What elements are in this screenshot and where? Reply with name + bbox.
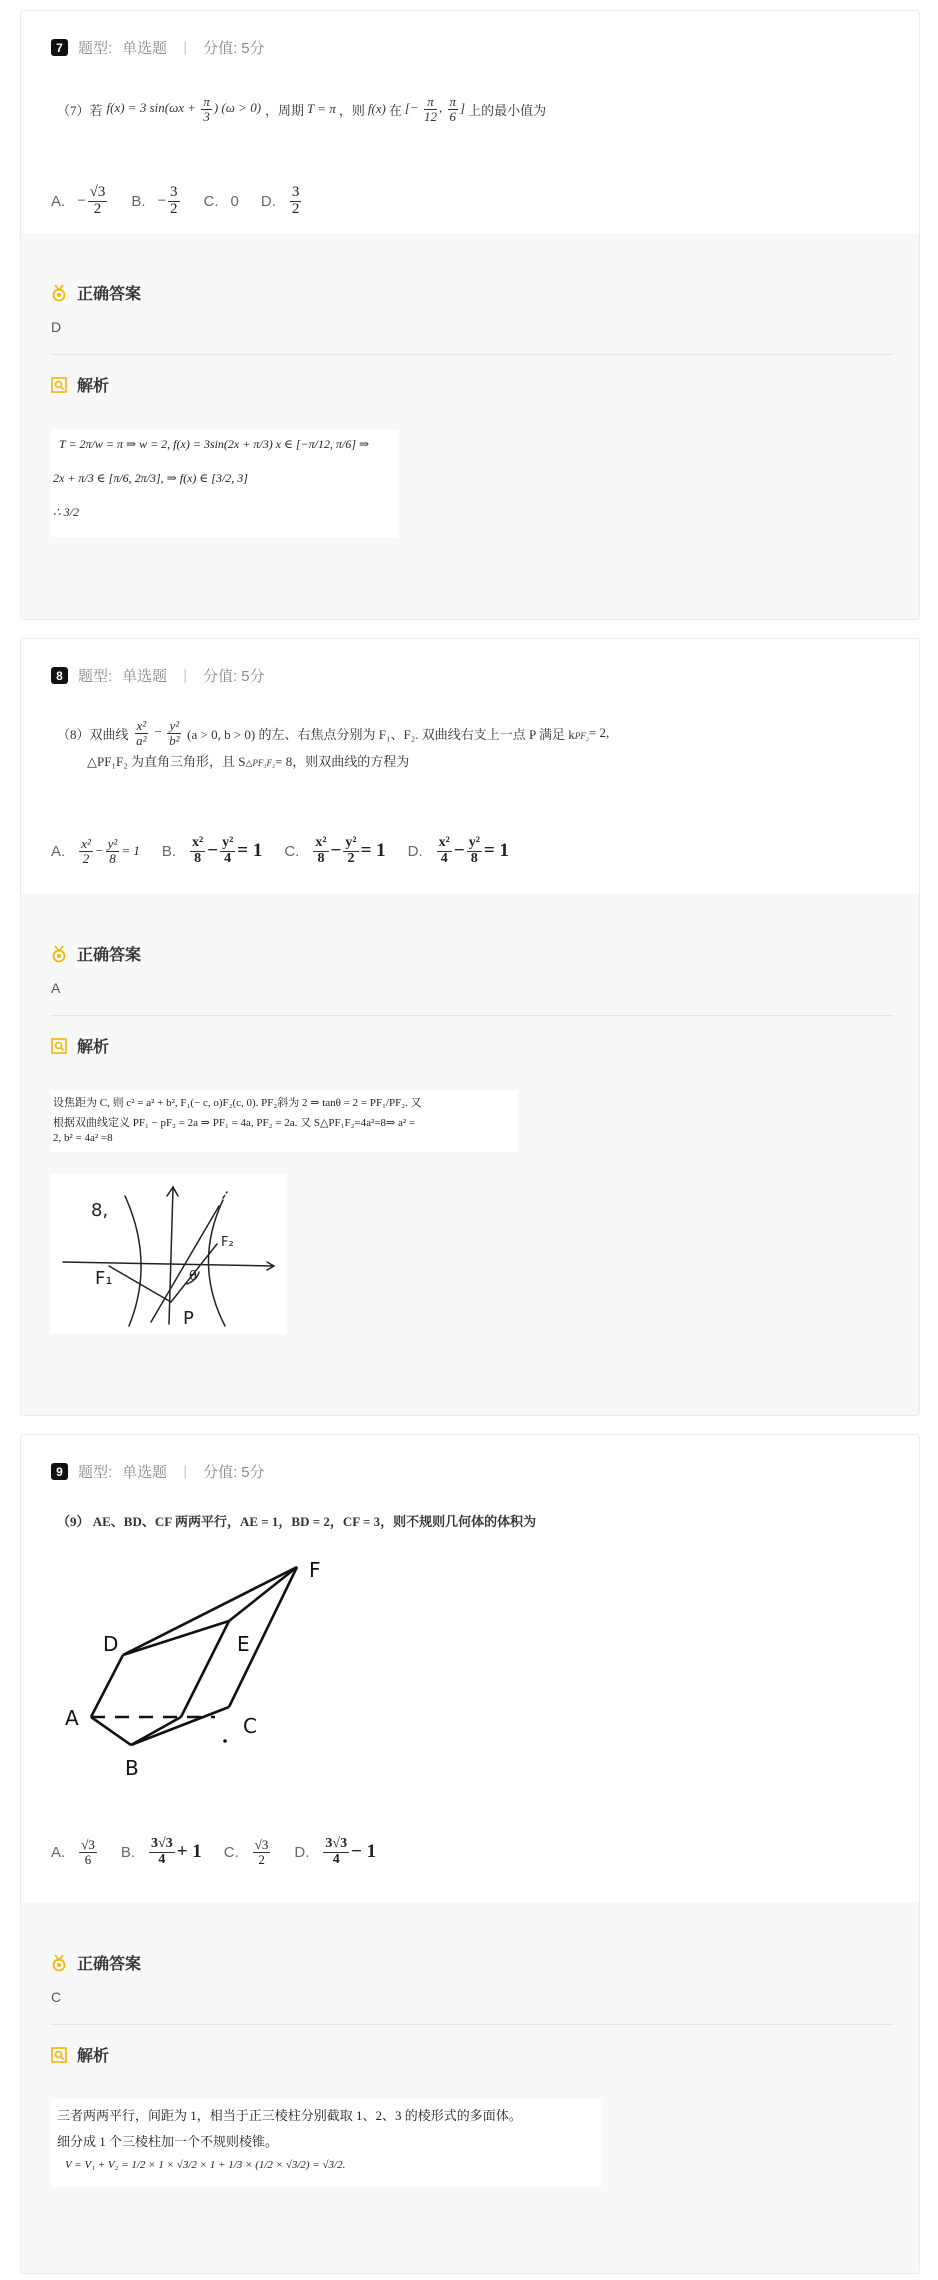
stem-math: f(x) [367, 101, 386, 117]
option-math: $\frac{\text{x²}}{4}$ − $\frac{\text{y²}}{8}$ = 1 [438, 835, 509, 866]
score-label: 分值: [203, 1464, 238, 1481]
score-label: 分值: [203, 40, 238, 57]
analysis-line: 设焦距为 C, 则 c² = a² + b², F₁(− c, o)F₂(c, 0). PF₂斜为 2 ⇒ tanθ = 2 = PF₁/PF₂. 又 [53, 1097, 422, 1109]
option-letter: B. [120, 1843, 136, 1861]
answer-value: C [51, 1989, 62, 2005]
option-d[interactable] [408, 836, 509, 866]
stem-text: (a > 0, b > 0) 的左、右焦点分别为 F₁、F₂. 双曲线右支上一点 P 满足 k [187, 726, 575, 742]
option-letter: D. [407, 842, 423, 860]
figure-label: E [237, 1632, 250, 1656]
stem-text: （8）双曲线 [57, 726, 129, 742]
option-math: $\frac{√3}{6}$ [81, 1837, 95, 1867]
stem-text: （7）若 [57, 102, 103, 118]
question-card-9 [20, 1434, 920, 2274]
question-stem [57, 719, 609, 770]
question-number-badge: 9 [51, 1463, 68, 1480]
analysis-line: 2, b² = 4a² =8 [53, 1132, 113, 1144]
option-math: $\frac{\text{x²}}{8}$ − $\frac{\text{y²}}{4}$ = 1 [192, 835, 263, 866]
analysis-icon [51, 377, 67, 393]
option-math: $\frac{3}{2}$ [291, 184, 300, 217]
divider [51, 1015, 893, 1016]
option-math: − $\frac{3}{2}$ [157, 184, 178, 217]
answer-value: D [51, 319, 62, 335]
question-figure [51, 1553, 351, 1785]
stem-text: 上的最小值为 [468, 102, 547, 118]
type-label: 题型: [78, 1464, 113, 1481]
option-letter: A. [51, 192, 66, 210]
stem-text: ，周期 [265, 102, 305, 118]
option-c[interactable] [224, 1838, 273, 1866]
hyperbola-sketch [51, 1174, 287, 1334]
question-header [51, 37, 265, 58]
option-math: $\frac{√3}{2}$ [254, 1837, 269, 1867]
analysis-title: 解析 [51, 373, 109, 396]
stem-math: f(x) = 3 sin(ωx + $\frac{\pi}{3}$ ) (ω > 0) [106, 94, 262, 124]
question-number-badge: 8 [51, 667, 68, 684]
option-a[interactable] [51, 1838, 99, 1866]
stem-text: 在 [388, 102, 402, 118]
stem-math: T = π [307, 101, 336, 117]
figure-label: A [65, 1706, 79, 1730]
sketch-label: F₂ [221, 1235, 234, 1250]
stem-math: $\frac{\text{x²}}{\text{a²}}$ − $\frac{\text{y²}}{\text{b²}}$ [136, 718, 180, 748]
analysis-line: 2x + π/3 ∈ [π/6, 2π/3], ⇒ f(x) ∈ [3/2, 3] [53, 471, 248, 485]
option-c[interactable] [284, 836, 385, 866]
options-row [51, 185, 325, 218]
option-b[interactable] [121, 1837, 202, 1867]
polyhedron-figure [51, 1553, 351, 1785]
analysis-content [51, 2099, 601, 2187]
separator: | [183, 667, 188, 684]
analysis-line: ∴ 3/2 [53, 505, 79, 519]
question-card-8 [20, 638, 920, 1416]
answer-section [21, 233, 919, 619]
analysis-line: V = V₁ + V₂ = 1/2 × 1 × √3/2 × 1 + 1/3 × (1/2 × √3/2) = √3/2. [65, 2159, 346, 2171]
analysis-line: 细分成 1 个三棱柱加一个不规则棱锥。 [57, 2134, 279, 2149]
option-letter: B. [161, 842, 177, 860]
question-header [51, 1461, 265, 1482]
score-label: 分值: [203, 668, 238, 685]
stem-math: △PF₁F₂ [245, 758, 276, 769]
sketch-label: F₁ [95, 1268, 113, 1289]
option-math: $\frac{3√3}{4}$ + 1 [151, 1836, 202, 1867]
option-math: $\frac{3√3}{4}$ − 1 [325, 1836, 377, 1867]
separator: | [183, 39, 188, 56]
type-value: 单选题 [122, 40, 168, 57]
analysis-content [51, 1090, 517, 1152]
option-c[interactable] [204, 193, 239, 210]
medal-icon [51, 1954, 67, 1972]
question-stem: （9） AE、BD、CF 两两平行，AE = 1，BD = 2，CF = 3，则不规则几何体的体积为 [57, 1514, 537, 1529]
option-d[interactable] [261, 185, 304, 218]
analysis-line: 三者两两平行，间距为 1，相当于正三棱柱分别截取 1、2、3 的棱形式的多面体。 [57, 2108, 522, 2123]
question-number-badge: 7 [51, 39, 68, 56]
analysis-sketch [51, 1174, 287, 1334]
option-letter: C. [223, 1843, 239, 1861]
option-math: $\frac{\text{x²}}{8}$ − $\frac{\text{y²}}{2}$ = 1 [315, 835, 386, 866]
figure-label: F [309, 1558, 321, 1582]
figure-label: C [243, 1714, 257, 1738]
correct-answer-title: 正确答案 [51, 942, 141, 965]
option-a[interactable] [51, 185, 109, 218]
stem-text: △PF₁F₂ 为直角三角形，且 S [87, 754, 246, 770]
analysis-title: 解析 [51, 2043, 109, 2066]
correct-answer-title: 正确答案 [51, 1951, 141, 1974]
score-value: 5分 [241, 40, 265, 57]
option-value: 0 [230, 192, 239, 210]
type-value: 单选题 [122, 1464, 168, 1481]
figure-label: D [103, 1632, 119, 1656]
stem-text: = 8，则双曲线的方程为 [275, 754, 410, 770]
option-math: − $\frac{√3}{2}$ [77, 184, 106, 217]
type-value: 单选题 [122, 668, 168, 685]
divider [51, 2024, 893, 2025]
option-b[interactable] [131, 185, 181, 218]
correct-answer-title: 正确答案 [51, 281, 141, 304]
answer-section [21, 894, 919, 1415]
analysis-title: 解析 [51, 1034, 109, 1057]
stem-math: [− $\frac{\pi}{12}$ , $\frac{\pi}{6}$ ] [404, 94, 466, 124]
analysis-content [51, 429, 399, 537]
answer-section [21, 1903, 919, 2273]
option-letter: C. [284, 842, 300, 860]
medal-icon [51, 284, 67, 302]
options-row [51, 836, 531, 866]
figure-label: B [125, 1756, 139, 1780]
stem-math: PF₂ [574, 731, 589, 742]
sketch-label: θ [189, 1269, 197, 1284]
analysis-line: 根据双曲线定义 PF₁ − pF₂ = 2a ⇒ PF₁ = 4a, PF₂ = 2a. 又 S△PF₁F₂=4a²=8⇒ a² = [53, 1117, 416, 1129]
option-letter: A. [51, 842, 66, 860]
option-letter: B. [131, 192, 146, 210]
score-value: 5分 [241, 668, 265, 685]
separator: | [183, 1463, 188, 1480]
option-b[interactable] [162, 836, 263, 866]
type-label: 题型: [78, 668, 113, 685]
option-math: $\frac{\text{x²}}{2}$ − $\frac{\text{y²}}{8}$ = 1 [81, 836, 140, 866]
question-body [21, 639, 919, 894]
type-label: 题型: [78, 40, 113, 57]
stem-text: = 2, [588, 725, 610, 741]
question-body [21, 1435, 919, 1903]
answer-value: A [51, 980, 61, 996]
analysis-icon [51, 1038, 67, 1054]
medal-icon [51, 945, 67, 963]
option-letter: D. [294, 1843, 310, 1861]
option-a[interactable] [51, 837, 140, 865]
options-row [51, 1837, 398, 1867]
analysis-icon [51, 2047, 67, 2063]
analysis-line: T = 2π/w = π ⇒ w = 2, f(x) = 3sin(2x + π/3) x ∈ [−π/12, π/6] ⇒ [59, 437, 370, 451]
option-letter: D. [260, 192, 276, 210]
question-header [51, 665, 265, 686]
question-stem [57, 95, 546, 123]
stem-text: ，则 [338, 102, 365, 118]
question-body [21, 11, 919, 233]
sketch-label: P [183, 1308, 194, 1329]
option-letter: A. [51, 1843, 66, 1861]
option-d[interactable] [294, 1837, 376, 1867]
score-value: 5分 [241, 1464, 265, 1481]
sketch-label: 8, [91, 1200, 109, 1221]
option-letter: C. [203, 192, 219, 210]
question-card-7 [20, 10, 920, 620]
divider [51, 354, 893, 355]
